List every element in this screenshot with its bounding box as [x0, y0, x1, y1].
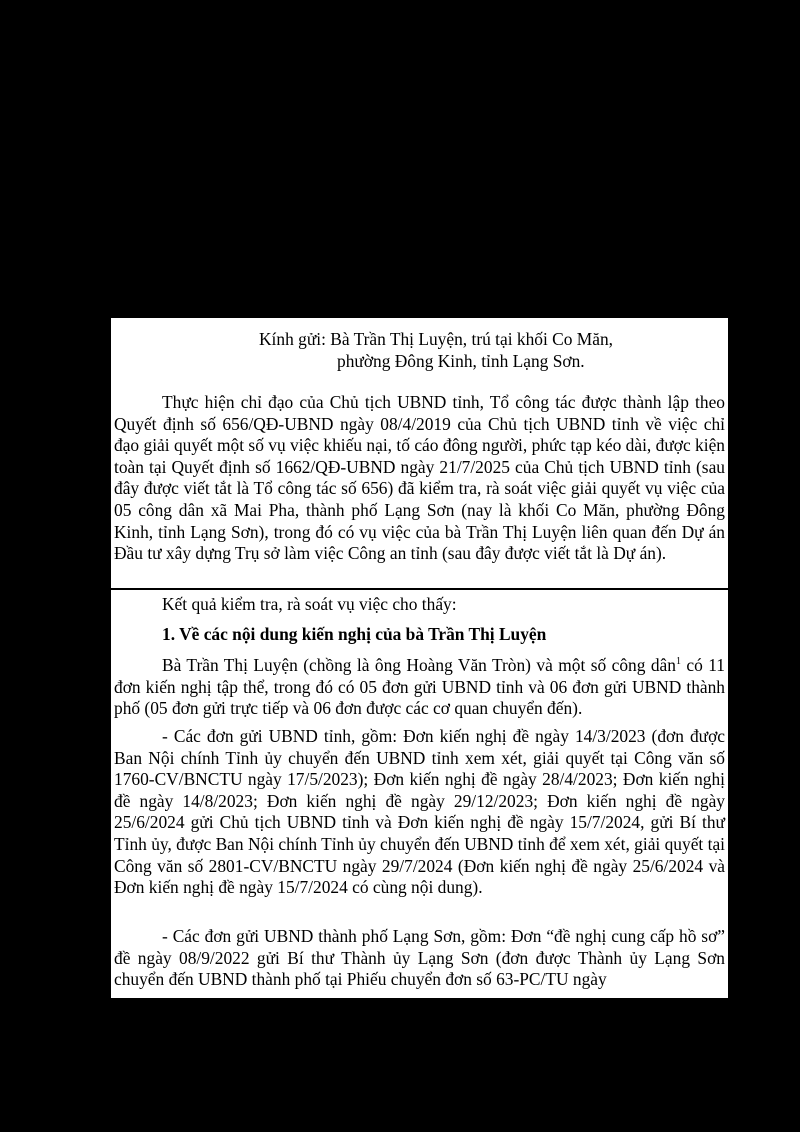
section-1-paragraph-2: - Các đơn gửi UBND tỉnh, gồm: Đơn kiến nghị đề ngày 14/3/2023 (đơn được Ban Nội chính Tỉnh ủy chuyển đến UBND tỉnh xem xét, giải quyết tại Công văn số 1760-CV/BNCTU ngày 17/5/2023); Đơn kiến nghị đề ngày 28/4/2023; Đơn kiến nghị đề ngày 14/8/2023; Đơn kiến nghị đề ngày 29/12/2023; Đơn kiến nghị đề ngày 25/6/2024 gửi Chủ tịch UBND tỉnh và Đơn kiến nghị đề ngày 15/7/2024, gửi Bí thư Tỉnh ủy, được Ban Nội chính Tỉnh ủy chuyển đến UBND tỉnh để xem xét, giải quyết tại Công văn số 2801-CV/BNCTU ngày 29/7/2024 (Đơn kiến nghị đề ngày 25/6/2024 và Đơn kiến nghị đề ngày 15/7/2024 có cùng nội dung). — [114, 726, 725, 898]
section-1-paragraph-1 — [114, 655, 725, 720]
document-page — [111, 318, 728, 998]
result-intro: Kết quả kiểm tra, rà soát vụ việc cho thấy: — [162, 594, 457, 614]
footnote-marker[interactable]: 1 — [675, 656, 681, 667]
intro-paragraph: Thực hiện chỉ đạo của Chủ tịch UBND tỉnh, Tổ công tác được thành lập theo Quyết định số 656/QĐ-UBND ngày 08/4/2019 của Chủ tịch UBND tỉnh về việc chỉ đạo giải quyết một số vụ việc khiếu nại, tố cáo đông người, phức tạp kéo dài, được kiện toàn tại Quyết định số 1662/QĐ-UBND ngày 21/7/2025 của Chủ tịch UBND tỉnh (sau đây được viết tắt là Tổ công tác số 656) đã kiểm tra, rà soát việc giải quyết vụ việc của 05 công dân xã Mai Pha, thành phố Lạng Sơn (nay là khối Co Măn, phường Đông Kinh, tỉnh Lạng Sơn), trong đó có vụ việc của bà Trần Thị Luyện liên quan đến Dự án Đầu tư xây dựng Trụ sở làm việc Công an tỉnh (sau đây được viết tắt là Dự án). — [114, 392, 725, 564]
paragraph-text-before-footnote: Bà Trần Thị Luyện (chồng là ông Hoàng Văn Tròn) và một số công dân — [162, 655, 676, 675]
section-1-paragraph-3: - Các đơn gửi UBND thành phố Lạng Sơn, gồm: Đơn “đề nghị cung cấp hồ sơ” đề ngày 08/9/2022 gửi Bí thư Thành ủy Lạng Sơn (đơn được Thành ủy Lạng Sơn chuyển đến UBND thành phố tại Phiếu chuyển đơn số 63-PC/TU ngày — [114, 926, 725, 990]
recipient-line-1: Kính gửi: Bà Trần Thị Luyện, trú tại khối Co Măn, — [259, 329, 614, 349]
recipient-line-2: phường Đông Kinh, tỉnh Lạng Sơn. — [337, 350, 585, 371]
section-1-heading: 1. Về các nội dung kiến nghị của bà Trần Thị Luyện — [162, 624, 547, 644]
paragraph-text-after-footnote: có 11 đơn kiến nghị tập thể, trong đó có 05 đơn gửi UBND tỉnh và 06 đơn gửi UBND thành phố (05 đơn gửi trực tiếp và 06 đơn được các cơ quan chuyển đến). — [114, 655, 725, 719]
section-divider — [111, 588, 728, 590]
recipient-address — [259, 329, 719, 372]
